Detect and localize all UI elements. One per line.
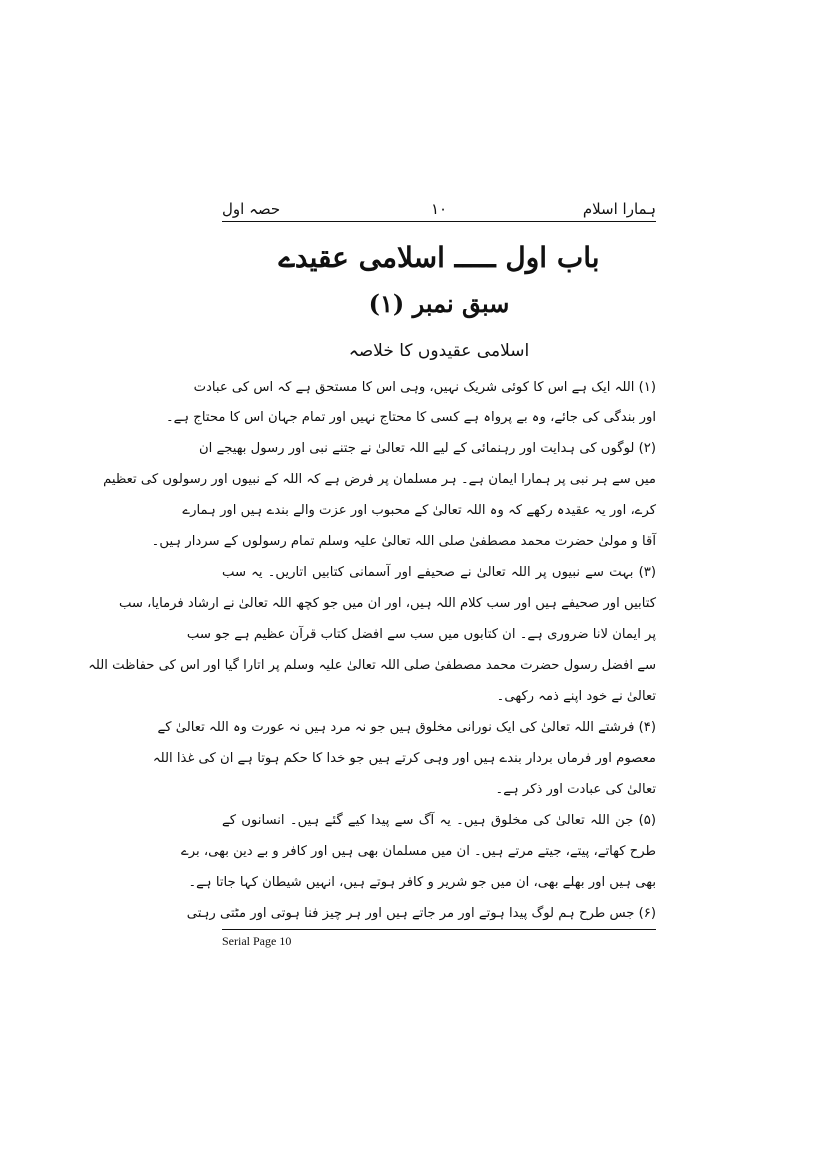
text-line: (۱) اللہ ایک ہے اس کا کوئی شریک نہیں، وہی اس کا مستحق ہے کہ اس کی عبادت bbox=[193, 380, 656, 395]
text-line: (۲) لوگوں کی ہدایت اور رہنمائی کے لیے اللہ تعالیٰ نے جتنے نبی اور رسول بھیجے ان bbox=[198, 441, 656, 456]
body-text bbox=[88, 373, 656, 929]
text-line: میں سے ہر نبی پر ہمارا ایمان ہے۔ ہر مسلمان پر فرض ہے کہ اللہ کے نبیوں اور رسولوں کی تعظیم bbox=[103, 472, 656, 487]
text-line: سے افضل رسول حضرت محمد مصطفیٰ صلی اللہ تعالیٰ علیہ وسلم پر اتارا گیا اور اس کی حفاظت اللہ bbox=[88, 658, 656, 673]
header-rule bbox=[222, 221, 656, 222]
serial-page-footer: Serial Page 10 bbox=[222, 934, 292, 948]
lesson-subtitle: اسلامی عقیدوں کا خلاصہ bbox=[348, 341, 530, 361]
text-line: معصوم اور فرماں بردار بندے ہیں اور وہی کرتے ہیں جو خدا کا حکم ہوتا ہے ان کی غذا اللہ bbox=[152, 751, 656, 766]
text-line: پر ایمان لانا ضروری ہے۔ ان کتابوں میں سب سے افضل کتاب قرآن عظیم ہے جو سب bbox=[186, 627, 656, 642]
text-line: اور بندگی کی جائے، وہ بے پرواہ ہے کسی کا محتاج نہیں اور تمام جہان اس کا محتاج ہے۔ bbox=[165, 410, 656, 425]
text-line: آقا و مولیٰ حضرت محمد مصطفیٰ صلی اللہ تعالیٰ علیہ وسلم تمام رسولوں کے سردار ہیں۔ bbox=[151, 534, 656, 549]
text-line: طرح کھاتے، پیتے، جیتے مرتے ہیں۔ ان میں مسلمان بھی ہیں اور کافر و بے دین بھی، برے bbox=[181, 844, 656, 859]
footer-rule bbox=[222, 929, 656, 930]
lesson-title: سبق نمبر (۱) bbox=[368, 289, 510, 318]
part-label: حصہ اول bbox=[222, 200, 281, 218]
text-line: کتابیں اور صحیفے ہیں اور سب کلام اللہ ہیں، اور ان میں جو کچھ اللہ تعالیٰ نے ارشاد فرمایا، سب bbox=[118, 596, 656, 611]
text-line: تعالیٰ نے خود اپنے ذمہ رکھی۔ bbox=[496, 689, 656, 704]
text-line: تعالیٰ کی عبادت اور ذکر ہے۔ bbox=[495, 782, 656, 797]
text-line: (۴) فرشتے اللہ تعالیٰ کی ایک نورانی مخلوق ہیں جو نہ مرد ہیں نہ عورت وہ اللہ تعالیٰ کے bbox=[157, 720, 656, 735]
page-number: ۱۰ bbox=[430, 200, 448, 218]
text-line: (۳) بہت سے نبیوں پر اللہ تعالیٰ نے صحیفے اور آسمانی کتابیں اتاریں۔ یہ سب bbox=[222, 565, 656, 580]
book-title: ہمارا اسلام bbox=[582, 200, 656, 218]
text-line: بھی ہیں اور بھلے بھی، ان میں جو شریر و کافر ہوتے ہیں، انہیں شیطان کہا جاتا ہے۔ bbox=[188, 875, 656, 890]
text-line: (۵) جن اللہ تعالیٰ کی مخلوق ہیں۔ یہ آگ سے پیدا کیے گئے ہیں۔ انسانوں کے bbox=[222, 813, 656, 828]
running-header bbox=[222, 196, 656, 222]
text-line: کرے، اور یہ عقیدہ رکھے کہ وہ اللہ تعالیٰ کے محبوب اور عزت والے بندے ہیں اور ہمارے bbox=[182, 503, 656, 518]
chapter-title: باب اول ـــــ اسلامی عقیدے bbox=[278, 241, 600, 274]
text-line: (۶) جس طرح ہم لوگ پیدا ہوتے اور مر جاتے ہیں اور ہر چیز فنا ہوتی اور مٹتی رہتی bbox=[186, 906, 656, 921]
